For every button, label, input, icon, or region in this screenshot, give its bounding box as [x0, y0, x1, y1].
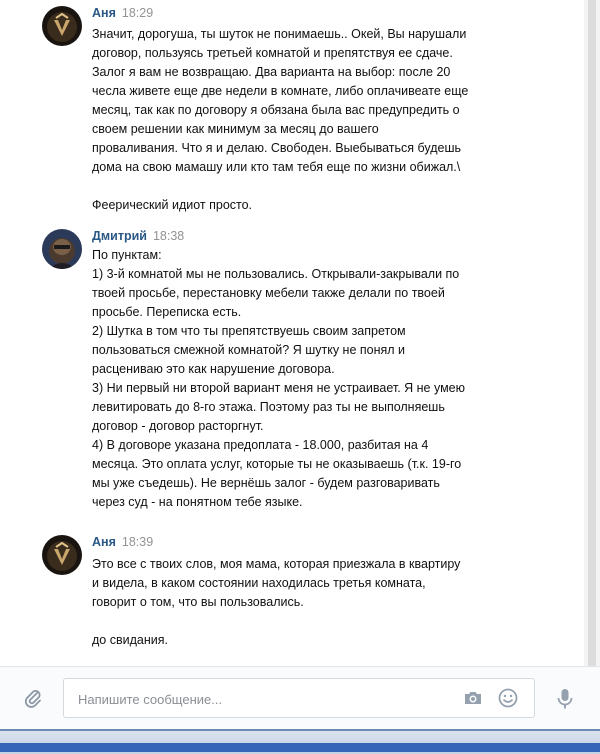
message-paragraph: [92, 246, 577, 512]
message-input[interactable]: [76, 688, 450, 710]
message-time: 18:38: [152, 229, 185, 243]
author-name[interactable]: Дмитрий: [92, 229, 147, 243]
message-text: [92, 555, 577, 650]
text-line: месяца. Это оплата услуг, которые ты не оказываешь (т.к. 19-го: [92, 457, 462, 471]
author-name[interactable]: Аня: [92, 6, 116, 20]
text-line: По пунктам:: [92, 248, 162, 262]
message-paragraph: [92, 555, 577, 612]
text-line: мы уже съедешь). Не вернёшь залог - будем разговаривать: [92, 476, 440, 490]
message-header: [92, 6, 153, 20]
paperclip-icon[interactable]: [22, 687, 44, 709]
camera-icon[interactable]: [462, 687, 484, 709]
text-line: Значит, дорогуша, ты шуток не понимаешь.. Окей, Вы нарушали: [92, 27, 467, 41]
message-paragraph: [92, 25, 577, 177]
text-line: договор, пользуясь третьей комнатой и препятствуя ее сдаче.: [92, 46, 453, 60]
text-line: Это все с твоих слов, моя мама, которая приезжала в квартиру: [92, 557, 461, 571]
text-line: говорит о том, что вы пользовались.: [92, 595, 304, 609]
text-line: дома на свою мамашу или кто там тебя еще по жизни обижал.\: [92, 160, 461, 174]
text-line: твоей просьбе, перестановку мебели также делали по твоей: [92, 286, 445, 300]
message-header: [92, 229, 184, 243]
message-time: 18:29: [121, 6, 154, 20]
avatar[interactable]: [42, 535, 82, 575]
text-line: и видела, в каком состоянии находилась третья комната,: [92, 576, 426, 590]
author-name[interactable]: Аня: [92, 535, 116, 549]
avatar[interactable]: [42, 6, 82, 46]
message-time: 18:39: [121, 535, 154, 549]
message-paragraph: [92, 196, 577, 215]
text-line: 1) 3-й комнатой мы не пользовались. Открывали-закрывали по: [92, 267, 460, 281]
scrollbar-thumb[interactable]: [588, 0, 596, 666]
os-taskbar-stripe: [0, 743, 600, 752]
text-line: проваливания. Что я и делаю. Свободен. Выебываться будешь: [92, 141, 461, 155]
avatar[interactable]: [42, 229, 82, 269]
message-input-box[interactable]: [63, 678, 535, 718]
message-text: [92, 25, 577, 215]
message-composer: [0, 666, 600, 729]
text-line: пользоваться смежной комнатой? Я шутку не понял и: [92, 343, 406, 357]
text-line: через суд - на понятном тебе языке.: [92, 495, 303, 509]
text-line: Феерический идиот просто.: [92, 198, 253, 212]
text-line: месяц, так как по договору я обязана была вас предупредить о: [92, 103, 460, 117]
text-line: расцениваю это как нарушение договора.: [92, 362, 335, 376]
text-line: чесла живете еще две недели в комнате, либо оплачивеате еще: [92, 84, 469, 98]
smile-icon[interactable]: [497, 687, 519, 709]
text-line: 2) Шутка в том что ты препятствуешь своим запретом: [92, 324, 406, 338]
message-paragraph: [92, 631, 577, 650]
text-line: до свидания.: [92, 633, 168, 647]
text-line: левитировать до 8-го этажа. Поэтому раз ты не выполняешь: [92, 400, 445, 414]
text-line: договор - договор расторгнут.: [92, 419, 264, 433]
microphone-icon[interactable]: [555, 687, 575, 711]
text-line: Залог я вам не возвращаю. Два варианта на выбор: после 20: [92, 65, 451, 79]
text-line: 4) В договоре указана предоплата - 18.000, разбитая на 4: [92, 438, 429, 452]
text-line: просьбе. Переписка есть.: [92, 305, 242, 319]
message-header: [92, 535, 153, 549]
text-line: своем решении как минимум за месяц до вашего: [92, 122, 379, 136]
message-text: [92, 246, 577, 512]
text-line: 3) Ни первый ни второй вариант меня не устраивает. Я не умею: [92, 381, 466, 395]
